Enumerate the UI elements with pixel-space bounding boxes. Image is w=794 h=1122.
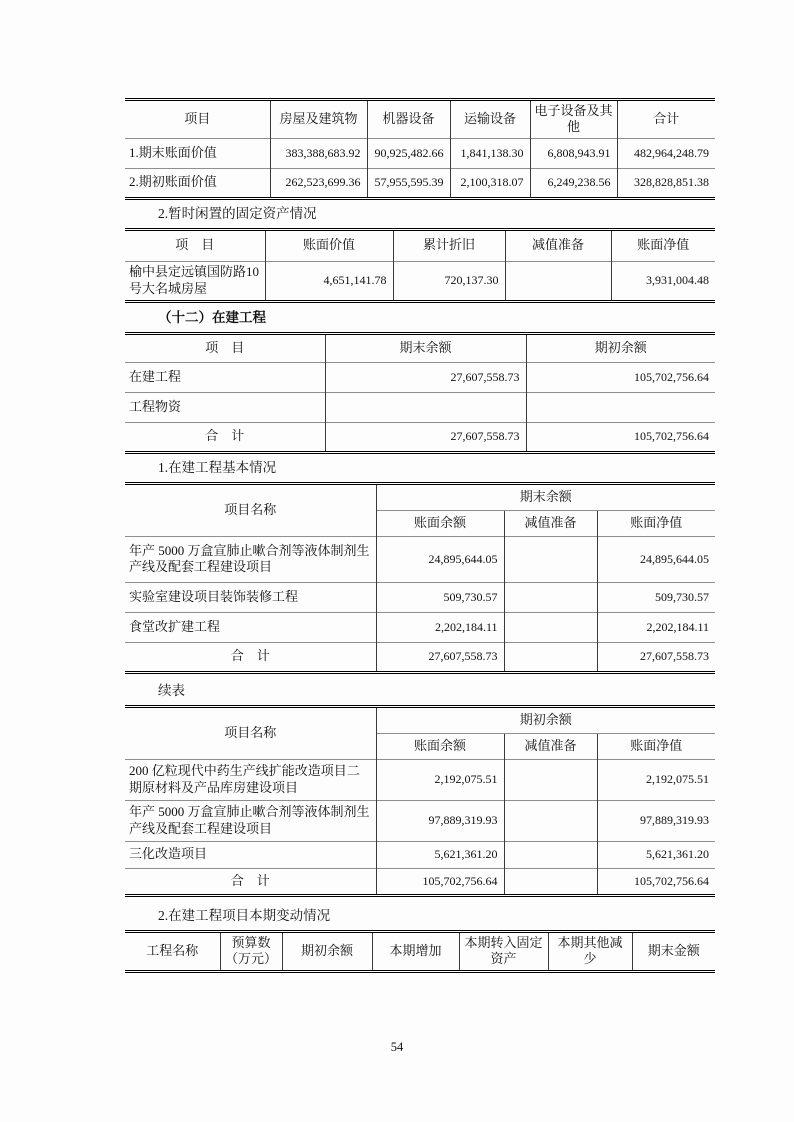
value-cell: 509,730.57 (597, 582, 715, 612)
value-cell: 3,931,004.48 (611, 261, 715, 301)
value-cell: 6,249,238.56 (530, 168, 617, 198)
table-total-row (125, 422, 715, 452)
header-cell: 期末金额 (632, 931, 715, 971)
value-cell (504, 612, 597, 642)
page-number: 54 (390, 1040, 404, 1054)
value-cell: 2,202,184.11 (376, 612, 504, 642)
table-row (125, 261, 715, 301)
cip-movement-heading: 2.在建工程项目本期变动情况 (158, 907, 331, 923)
fixed-assets-book-value-table (125, 98, 715, 200)
total-label-cell: 合 计 (125, 868, 376, 895)
header-cell: 账面净值 (611, 229, 715, 261)
cip-basic-heading: 1.在建工程基本情况 (158, 459, 277, 475)
table-header-row (125, 100, 715, 139)
table-header-row (125, 931, 715, 971)
value-cell: 105,702,756.64 (597, 868, 715, 895)
row-label-cell: 榆中县定远镇国防路10 号大名城房屋 (125, 261, 265, 301)
row-label-cell: 200 亿粒现代中药生产线扩能改造项目二期原材料及产品库房建设项目 (125, 759, 376, 800)
value-cell: 97,889,319.93 (597, 800, 715, 841)
group-header-cell: 期初余额 (376, 706, 715, 733)
value-cell: 24,895,644.05 (376, 536, 504, 582)
construction-in-progress-summary-table (125, 332, 715, 454)
header-cell: 期初余额 (526, 333, 715, 362)
table-row (125, 392, 715, 422)
value-cell: 24,895,644.05 (597, 536, 715, 582)
table-row (125, 362, 715, 392)
cip-detail-closing-table (125, 482, 715, 674)
value-cell: 27,607,558.73 (325, 422, 526, 452)
value-cell: 90,925,482.66 (367, 138, 450, 168)
header-cell: 减值准备 (504, 510, 597, 536)
header-cell: 本期其他减少 (548, 931, 632, 971)
value-cell (504, 800, 597, 841)
row-label-cell: 2.期初账面价值 (125, 168, 270, 198)
header-cell: 运输设备 (450, 100, 530, 139)
value-cell: 4,651,141.78 (265, 261, 393, 301)
header-cell: 本期转入固定资产 (459, 931, 548, 971)
header-cell: 房屋及建筑物 (270, 100, 367, 139)
total-label-cell: 合 计 (125, 642, 376, 672)
value-cell (504, 642, 597, 672)
value-cell: 5,621,361.20 (376, 841, 504, 868)
value-cell: 27,607,558.73 (597, 642, 715, 672)
row-label-cell: 三化改造项目 (125, 841, 376, 868)
value-cell (504, 582, 597, 612)
table-row (125, 138, 715, 168)
header-cell: 预算数（万元） (220, 931, 282, 971)
value-cell: 27,607,558.73 (325, 362, 526, 392)
value-cell: 2,192,075.51 (597, 759, 715, 800)
value-cell: 27,607,558.73 (376, 642, 504, 672)
row-label-cell: 1.期末账面价值 (125, 138, 270, 168)
value-cell: 2,100,318.07 (450, 168, 530, 198)
header-cell: 账面余额 (376, 733, 504, 759)
header-cell: 项 目 (175, 237, 215, 253)
idle-assets-heading: 2.暂时闲置的固定资产情况 (158, 205, 317, 221)
total-label-cell: 合 计 (125, 422, 325, 452)
header-cell: 累计折旧 (393, 229, 505, 261)
group-header-cell: 期末余额 (376, 483, 715, 510)
value-cell: 6,808,943.91 (530, 138, 617, 168)
header-cell: 账面净值 (597, 510, 715, 536)
header-cell: 账面余额 (376, 510, 504, 536)
row-label-cell: 食堂改扩建工程 (125, 612, 376, 642)
table-total-row (125, 868, 715, 895)
table-header-row (125, 229, 715, 261)
table-total-row (125, 642, 715, 672)
idle-fixed-assets-table (125, 228, 715, 303)
value-cell (504, 868, 597, 895)
value-cell: 509,730.57 (376, 582, 504, 612)
value-cell (526, 392, 715, 422)
header-cell: 合计 (617, 100, 715, 139)
value-cell: 105,702,756.64 (526, 422, 715, 452)
header-cell: 减值准备 (504, 733, 597, 759)
row-label-cell: 年产 5000 万盒宣肺止嗽合剂等液体制剂生产线及配套工程建设项目 (125, 536, 376, 582)
header-cell: 机器设备 (367, 100, 450, 139)
table-row (125, 168, 715, 198)
value-cell: 2,192,075.51 (376, 759, 504, 800)
header-cell: 项目 (184, 111, 211, 127)
table-row (125, 841, 715, 868)
value-cell (504, 759, 597, 800)
header-cell: 项目名称 (224, 724, 277, 740)
value-cell (504, 536, 597, 582)
value-cell: 5,621,361.20 (597, 841, 715, 868)
header-cell: 期末余额 (325, 333, 526, 362)
cip-section-heading: （十二）在建工程 (158, 309, 266, 325)
header-cell: 项目名称 (224, 501, 277, 517)
header-cell: 期初余额 (282, 931, 372, 971)
table-header-row (125, 706, 715, 733)
table-header-row (125, 483, 715, 510)
header-cell: 项 目 (205, 339, 245, 355)
value-cell: 57,955,595.39 (367, 168, 450, 198)
value-cell: 720,137.30 (393, 261, 505, 301)
table-row (125, 800, 715, 841)
row-label-cell: 在建工程 (125, 362, 325, 392)
value-cell: 328,828,851.38 (617, 168, 715, 198)
row-label-cell: 实验室建设项目装饰装修工程 (125, 582, 376, 612)
cip-movement-table (125, 930, 715, 973)
header-cell: 账面价值 (265, 229, 393, 261)
value-cell: 1,841,138.30 (450, 138, 530, 168)
table-row (125, 582, 715, 612)
value-cell (505, 261, 611, 301)
header-cell: 工程名称 (146, 942, 199, 958)
value-cell: 105,702,756.64 (526, 362, 715, 392)
value-cell (325, 392, 526, 422)
header-cell: 本期增加 (372, 931, 459, 971)
table-row (125, 536, 715, 582)
value-cell: 262,523,699.36 (270, 168, 367, 198)
value-cell: 383,388,683.92 (270, 138, 367, 168)
header-cell: 账面净值 (597, 733, 715, 759)
header-cell: 电子设备及其他 (530, 100, 617, 139)
table-header-row (125, 333, 715, 362)
value-cell: 482,964,248.79 (617, 138, 715, 168)
table-row (125, 612, 715, 642)
page-content (125, 98, 715, 973)
cip-detail-opening-table (125, 705, 715, 897)
continued-table-label: 续表 (158, 682, 185, 698)
value-cell: 105,702,756.64 (376, 868, 504, 895)
table-row (125, 759, 715, 800)
row-label-cell: 年产 5000 万盒宣肺止嗽合剂等液体制剂生产线及配套工程建设项目 (125, 800, 376, 841)
header-cell: 减值准备 (505, 229, 611, 261)
value-cell (504, 841, 597, 868)
row-label-cell: 工程物资 (125, 392, 325, 422)
value-cell: 2,202,184.11 (597, 612, 715, 642)
value-cell: 97,889,319.93 (376, 800, 504, 841)
